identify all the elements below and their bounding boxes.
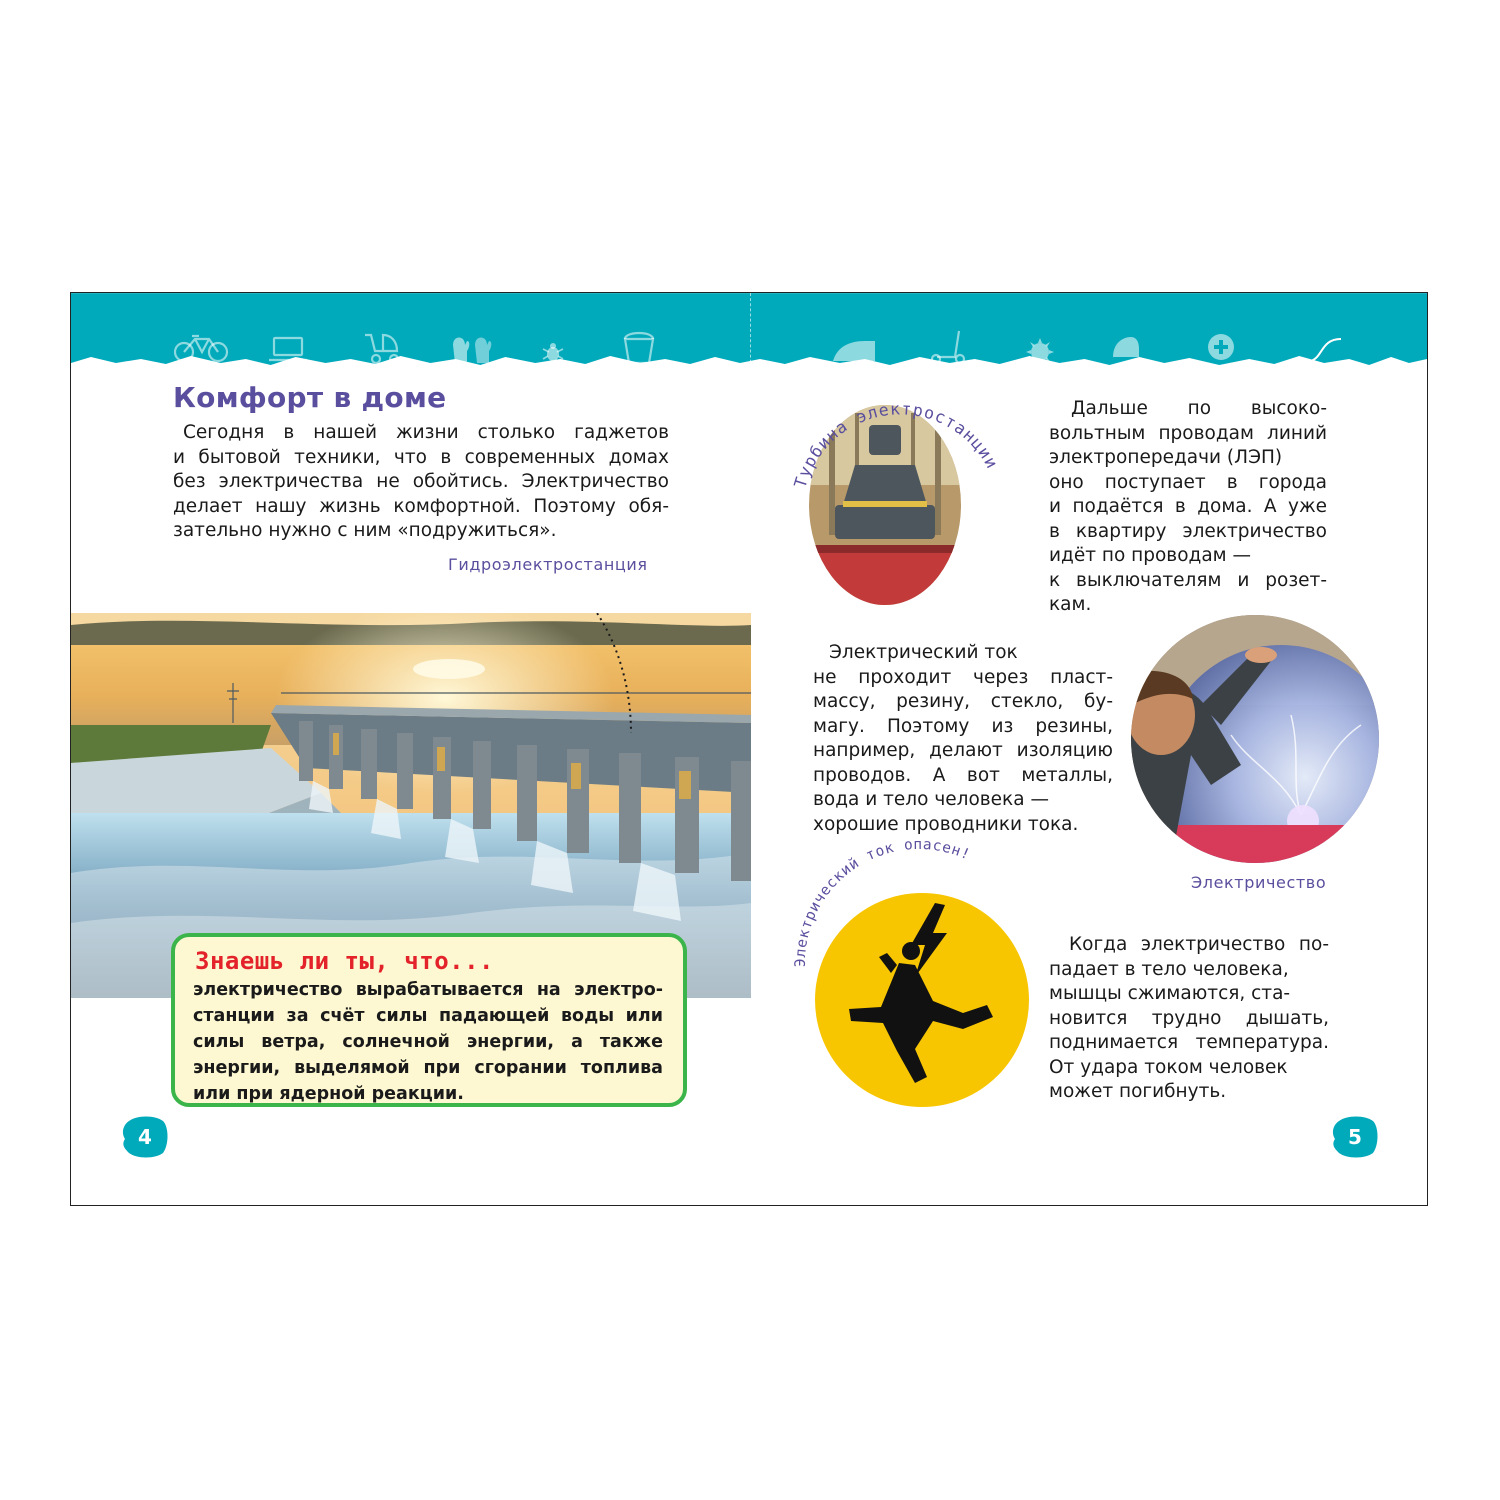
paragraph-line: хорошие проводники тока. — [813, 813, 1079, 835]
intro-paragraph — [173, 421, 669, 544]
paragraph-line: новится трудно дышать, — [1049, 1007, 1329, 1029]
paragraph-line: оно поступает в города — [1049, 471, 1327, 493]
bug-icon — [541, 341, 565, 363]
paragraph-line: падает в тело человека, — [1049, 958, 1289, 980]
paragraph-line: От удара током человек — [1049, 1056, 1288, 1078]
svg-text:Турбина электростанции: Турбина электростанции — [790, 399, 1003, 491]
paragraph-line: Когда электричество по- — [1069, 934, 1329, 955]
danger-sign-icon — [815, 893, 1029, 1107]
svg-text:Электрический ток опасен!: Электрический ток опасен! — [792, 836, 973, 968]
paragraph-line: и подаётся в дома. А уже — [1049, 496, 1327, 517]
paragraph-line: вольтным проводам линий — [1049, 422, 1327, 444]
scooter-icon — [929, 329, 969, 365]
intro-line: делает нашу жизнь комфортной. Поэтому обя- — [173, 495, 669, 517]
intro-line: Сегодня в нашей жизни столько гаджетов — [183, 422, 669, 443]
plasma-ball-photo — [1131, 615, 1379, 863]
first-aid-icon — [1207, 333, 1235, 361]
bicycle-icon — [173, 333, 229, 363]
page-number-left: 4 — [121, 1115, 169, 1159]
paragraph-line: например, делают изоляцию — [813, 740, 1113, 761]
fact-box — [171, 933, 687, 1107]
paragraph-transmission — [1049, 397, 1327, 618]
intro-line: зательно нужно с ним «подружиться». — [173, 520, 557, 541]
paragraph-line: может погибнуть. — [1049, 1081, 1227, 1102]
paragraph-line: Электрический ток — [829, 642, 1018, 663]
dam-caption: Гидроэлектростанция — [448, 555, 648, 574]
paragraph-line: Дальше по высоко- — [1071, 398, 1327, 419]
gear-icon — [1025, 337, 1055, 367]
fact-line: электричество вырабатывается на электро- — [193, 980, 663, 1000]
book-spread — [70, 292, 1428, 1206]
plug-icon — [1271, 333, 1341, 381]
paragraph-line: массу, резину, стекло, бу- — [813, 691, 1113, 712]
paragraph-line: электропередачи (ЛЭП) — [1049, 447, 1283, 468]
intro-line: и бытовой техники, что в современных домах — [173, 446, 669, 468]
fact-line: или при ядерной реакции. — [193, 1084, 464, 1104]
paragraph-line: проводов. А вот металлы, — [813, 764, 1113, 786]
paragraph-line: в квартиру электричество — [1049, 520, 1327, 542]
paragraph-line: кам. — [1049, 594, 1092, 615]
paragraph-line: мышцы сжимаются, ста- — [1049, 983, 1291, 1004]
iron-icon — [831, 337, 879, 363]
paragraph-line: идёт по проводам — — [1049, 545, 1251, 566]
paragraph-danger — [1049, 933, 1329, 1105]
stroller-icon — [361, 331, 403, 365]
fact-line: энергии, выделямой при сгорании топлива — [193, 1058, 663, 1078]
intro-line: без электричества не обойтись. Электричество — [173, 471, 669, 492]
turbine-label — [789, 385, 1009, 535]
helmet-icon — [1111, 335, 1141, 361]
fact-line: станции за счёт силы падающей воды или — [193, 1006, 663, 1026]
paragraph-line: магу. Поэтому из резины, — [813, 715, 1113, 737]
paragraph-conductors — [813, 641, 1113, 837]
fact-line: силы ветра, солнечной энергии, а также — [193, 1032, 663, 1052]
paragraph-line: вода и тело человека — — [813, 789, 1049, 810]
paragraph-line: не проходит через пласт- — [813, 666, 1113, 688]
mittens-icon — [449, 333, 493, 367]
laptop-icon — [268, 335, 308, 363]
bucket-icon — [621, 331, 657, 365]
fact-title: Знаешь ли ты, что... — [195, 947, 494, 975]
fact-text — [193, 977, 663, 1107]
paragraph-line: к выключателям и розет- — [1049, 569, 1327, 591]
page-number-right: 5 — [1331, 1115, 1379, 1159]
page-gutter — [750, 293, 751, 373]
page-title: Комфорт в доме — [173, 381, 447, 414]
electricity-caption: Электричество — [1191, 873, 1327, 892]
paragraph-line: поднимается температура. — [1049, 1032, 1329, 1053]
